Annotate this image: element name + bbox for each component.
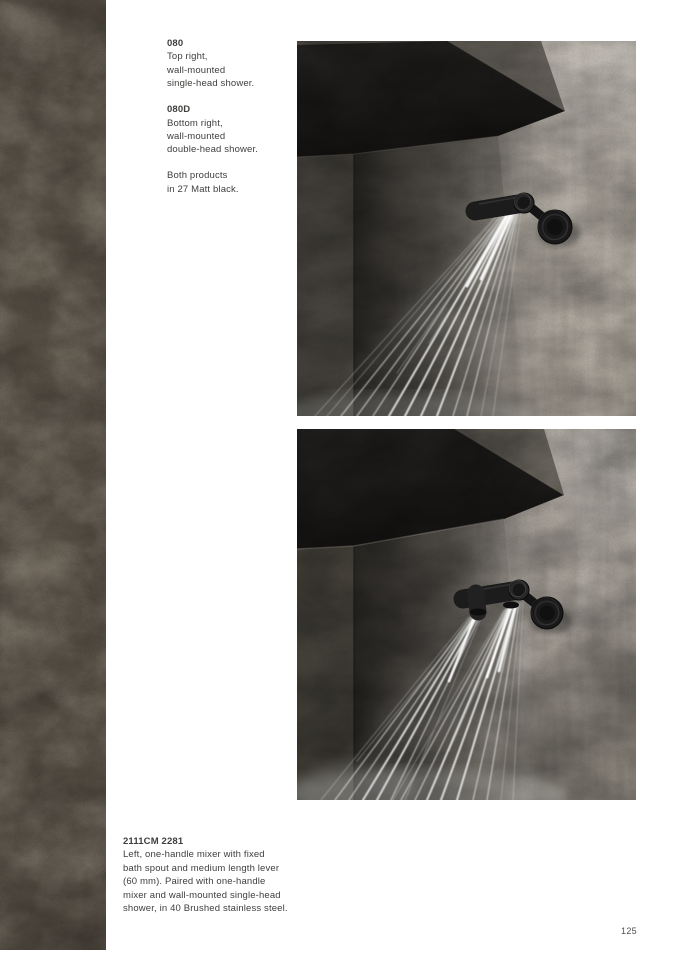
shower-scene-top (297, 41, 636, 416)
photo-double-head-shower (297, 429, 636, 800)
caption-note-line: Both products (167, 170, 228, 182)
wall-flange (531, 597, 563, 629)
caption-line: single-head shower. (167, 78, 255, 90)
caption-note-line: in 27 Matt black. (167, 183, 239, 195)
caption-line: Top right, (167, 51, 208, 63)
caption-line: Bottom right, (167, 117, 223, 129)
head-end-cap (514, 193, 534, 213)
caption-top-products (167, 37, 258, 196)
photo-single-head-shower (297, 41, 636, 416)
shower-scene-bottom (297, 429, 636, 800)
left-stone-strip-image (0, 0, 106, 950)
page-number: 125 (621, 926, 637, 936)
caption-bottom-product (123, 835, 288, 915)
product-code: 080 (167, 38, 184, 49)
caption-line: mixer and wall-mounted single-head (123, 889, 281, 901)
head-end-cap (509, 580, 529, 600)
caption-line: wall-mounted (167, 130, 226, 142)
caption-line: Left, one-handle mixer with fixed (123, 849, 265, 861)
caption-line: (60 mm). Paired with one-handle (123, 876, 266, 888)
caption-line: bath spout and medium length lever (123, 862, 280, 874)
caption-line: shower, in 40 Brushed stainless steel. (123, 903, 288, 915)
product-code: 080D (167, 104, 191, 116)
caption-line: wall-mounted (167, 64, 226, 76)
product-code: 2111CM 2281 (123, 836, 184, 847)
caption-line: double-head shower. (167, 144, 259, 156)
wall-flange (538, 210, 572, 244)
